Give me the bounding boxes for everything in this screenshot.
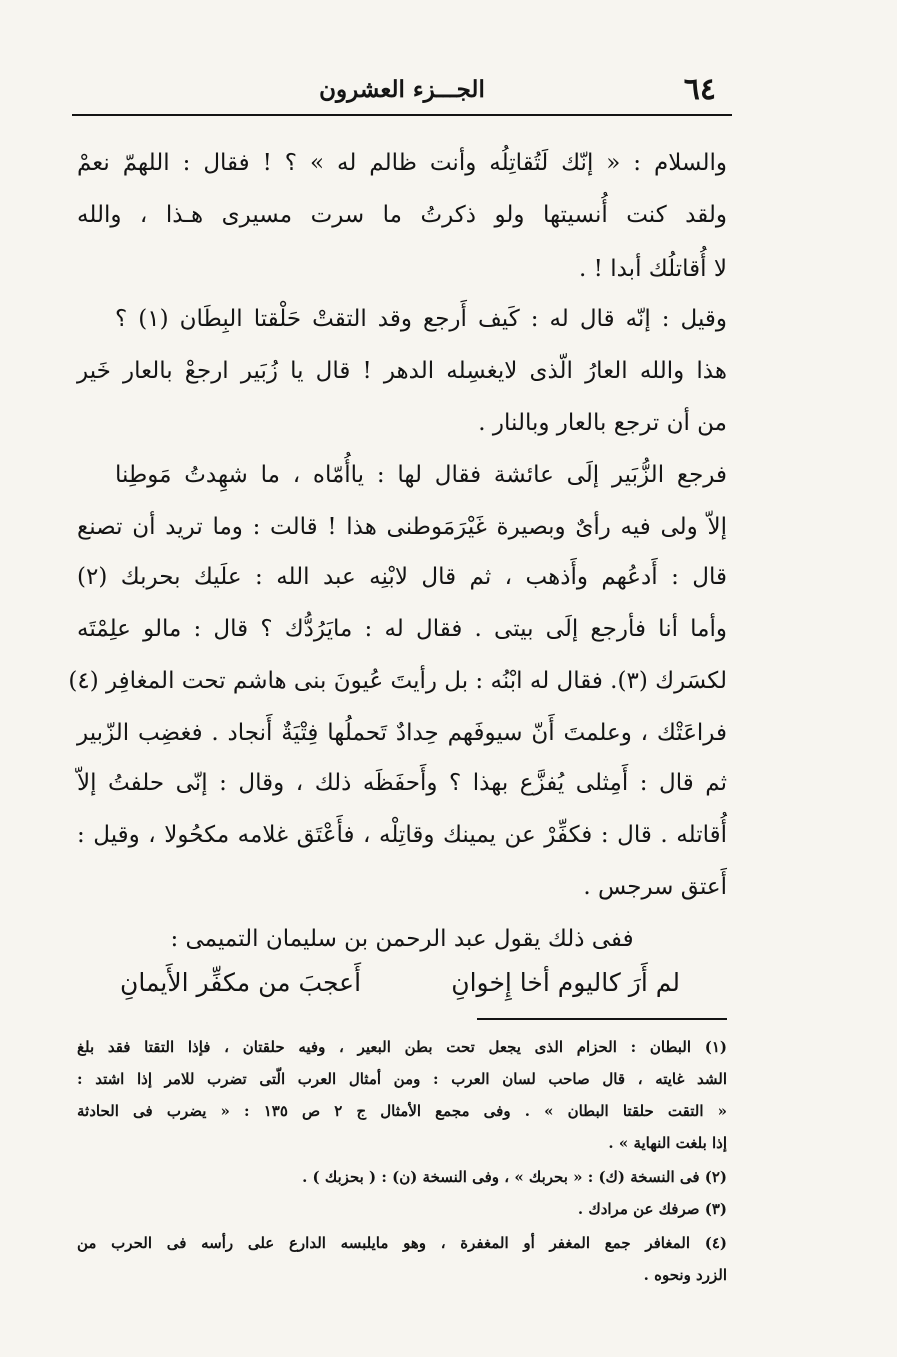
header-rule: [72, 114, 732, 116]
poem-verse: [120, 968, 680, 1008]
text-line: وقيل : إنّه قال له : كَيف أَرجع وقد التقتْ حَلْقتا البِطَان (١) ؟: [115, 306, 727, 332]
text-line: ثم قال : أَمِثلى يُفزَّع بهذا ؟ وأَحفَظَه ذلك ، وقال : إنّى حلفتُ إلاّ: [77, 770, 727, 796]
text-line: إلاّ ولى فيه رأىٌ وبصيرة غَيْرَمَوطنى هذا ! قالت : وما تريد أن تصنع: [77, 514, 727, 540]
text-line: والسلام : « إنّك لَتُقاتِلُه وأنت ظالم له » ؟ ! فقال : اللهمّ نعمْ: [77, 150, 727, 176]
footnote-line: (٢) فى النسخة (ك) : « بحربك » ، وفى النسخة (ن) : ( بحزبك ) .: [302, 1168, 727, 1186]
footnote-line: الشد غايته ، قال صاحب لسان العرب : ومن أمثال العرب الّتى تضرب للامر إذا اشتد :: [77, 1070, 727, 1088]
text-line: فرجع الزُّبَير إلَى عائشة فقال لها : ياأُمّاه ، ما شهِدتُ مَوطِنا: [115, 462, 727, 488]
poem-introduction: ففى ذلك يقول عبد الرحمن بن سليمان التميمى :: [170, 926, 634, 952]
text-line: وأما أنا فأرجع إلَى بيتى . فقال له : مايَرُدُّك ؟ قال : مالو علِمْتَه: [77, 616, 727, 642]
text-line: فراعَتْك ، وعلمتَ أَنّ سيوفَهم حِدادٌ تَحملُها فِتْيَةٌ أَنجاد . فغضِب الزّبير: [77, 720, 727, 746]
poem-first-hemistich: لم أَرَ كاليوم أخا إِخوانِ: [451, 968, 680, 997]
footnote-line: (٤) المغافر جمع المغفر أو المغفرة ، وهو مايلبسه الدارع على رأسه فى الحرب من: [77, 1234, 727, 1252]
poem-second-hemistich: أَعجبَ من مكفِّر الأَيمانِ: [120, 968, 362, 997]
page-number: ٦٤: [683, 72, 716, 107]
footnote-line: (٣) صرفك عن مرادك .: [577, 1200, 727, 1218]
text-line: قال : أَدعُهم وأَذهب ، ثم قال لابْنِه عبد الله : علَيك بحربك (٢): [77, 564, 727, 590]
running-title: الجـــزء العشرون: [319, 76, 485, 103]
page-header: [74, 70, 730, 114]
footnote-line: « التقت حلقتا البطان » . وفى مجمع الأمثال ج ٢ ص ١٣٥ : « يضرب فى الحادثة: [77, 1102, 727, 1120]
text-line: أُقاتله . قال : فكفِّرْ عن يمينك وقاتِلْه ، فأَعْتَق غلامه مكحُولا ، وقيل :: [77, 822, 727, 848]
text-line: لا أُقاتلُك أبدا ! .: [579, 256, 727, 282]
text-line: أَعتق سرجس .: [583, 874, 727, 900]
footnote-line: الزرد ونحوه .: [643, 1266, 727, 1284]
footnote-line: (١) البطان : الحزام الذى يجعل تحت بطن البعير ، وفيه حلقتان ، فإذا التقتا فقد بلغ: [77, 1038, 727, 1056]
footnote-line: إذا بلغت النهاية » .: [608, 1134, 727, 1152]
text-line: من أن ترجع بالعار وبالنار .: [478, 410, 727, 436]
text-line: ولقد كنت أُنسيتها ولو ذكرتُ ما سرت مسيرى هـذا ، والله: [77, 202, 727, 228]
text-line: لكسَرك (٣). فقال له ابْنُه : بل رأيتَ عُيونَ بنى هاشم تحت المغافِر (٤): [68, 668, 727, 694]
footnote-rule: [477, 1018, 727, 1020]
text-line: هذا والله العارُ الّذى لايغسِله الدهر ! قال يا زُبَير ارجعْ بالعار خَير: [77, 358, 727, 384]
